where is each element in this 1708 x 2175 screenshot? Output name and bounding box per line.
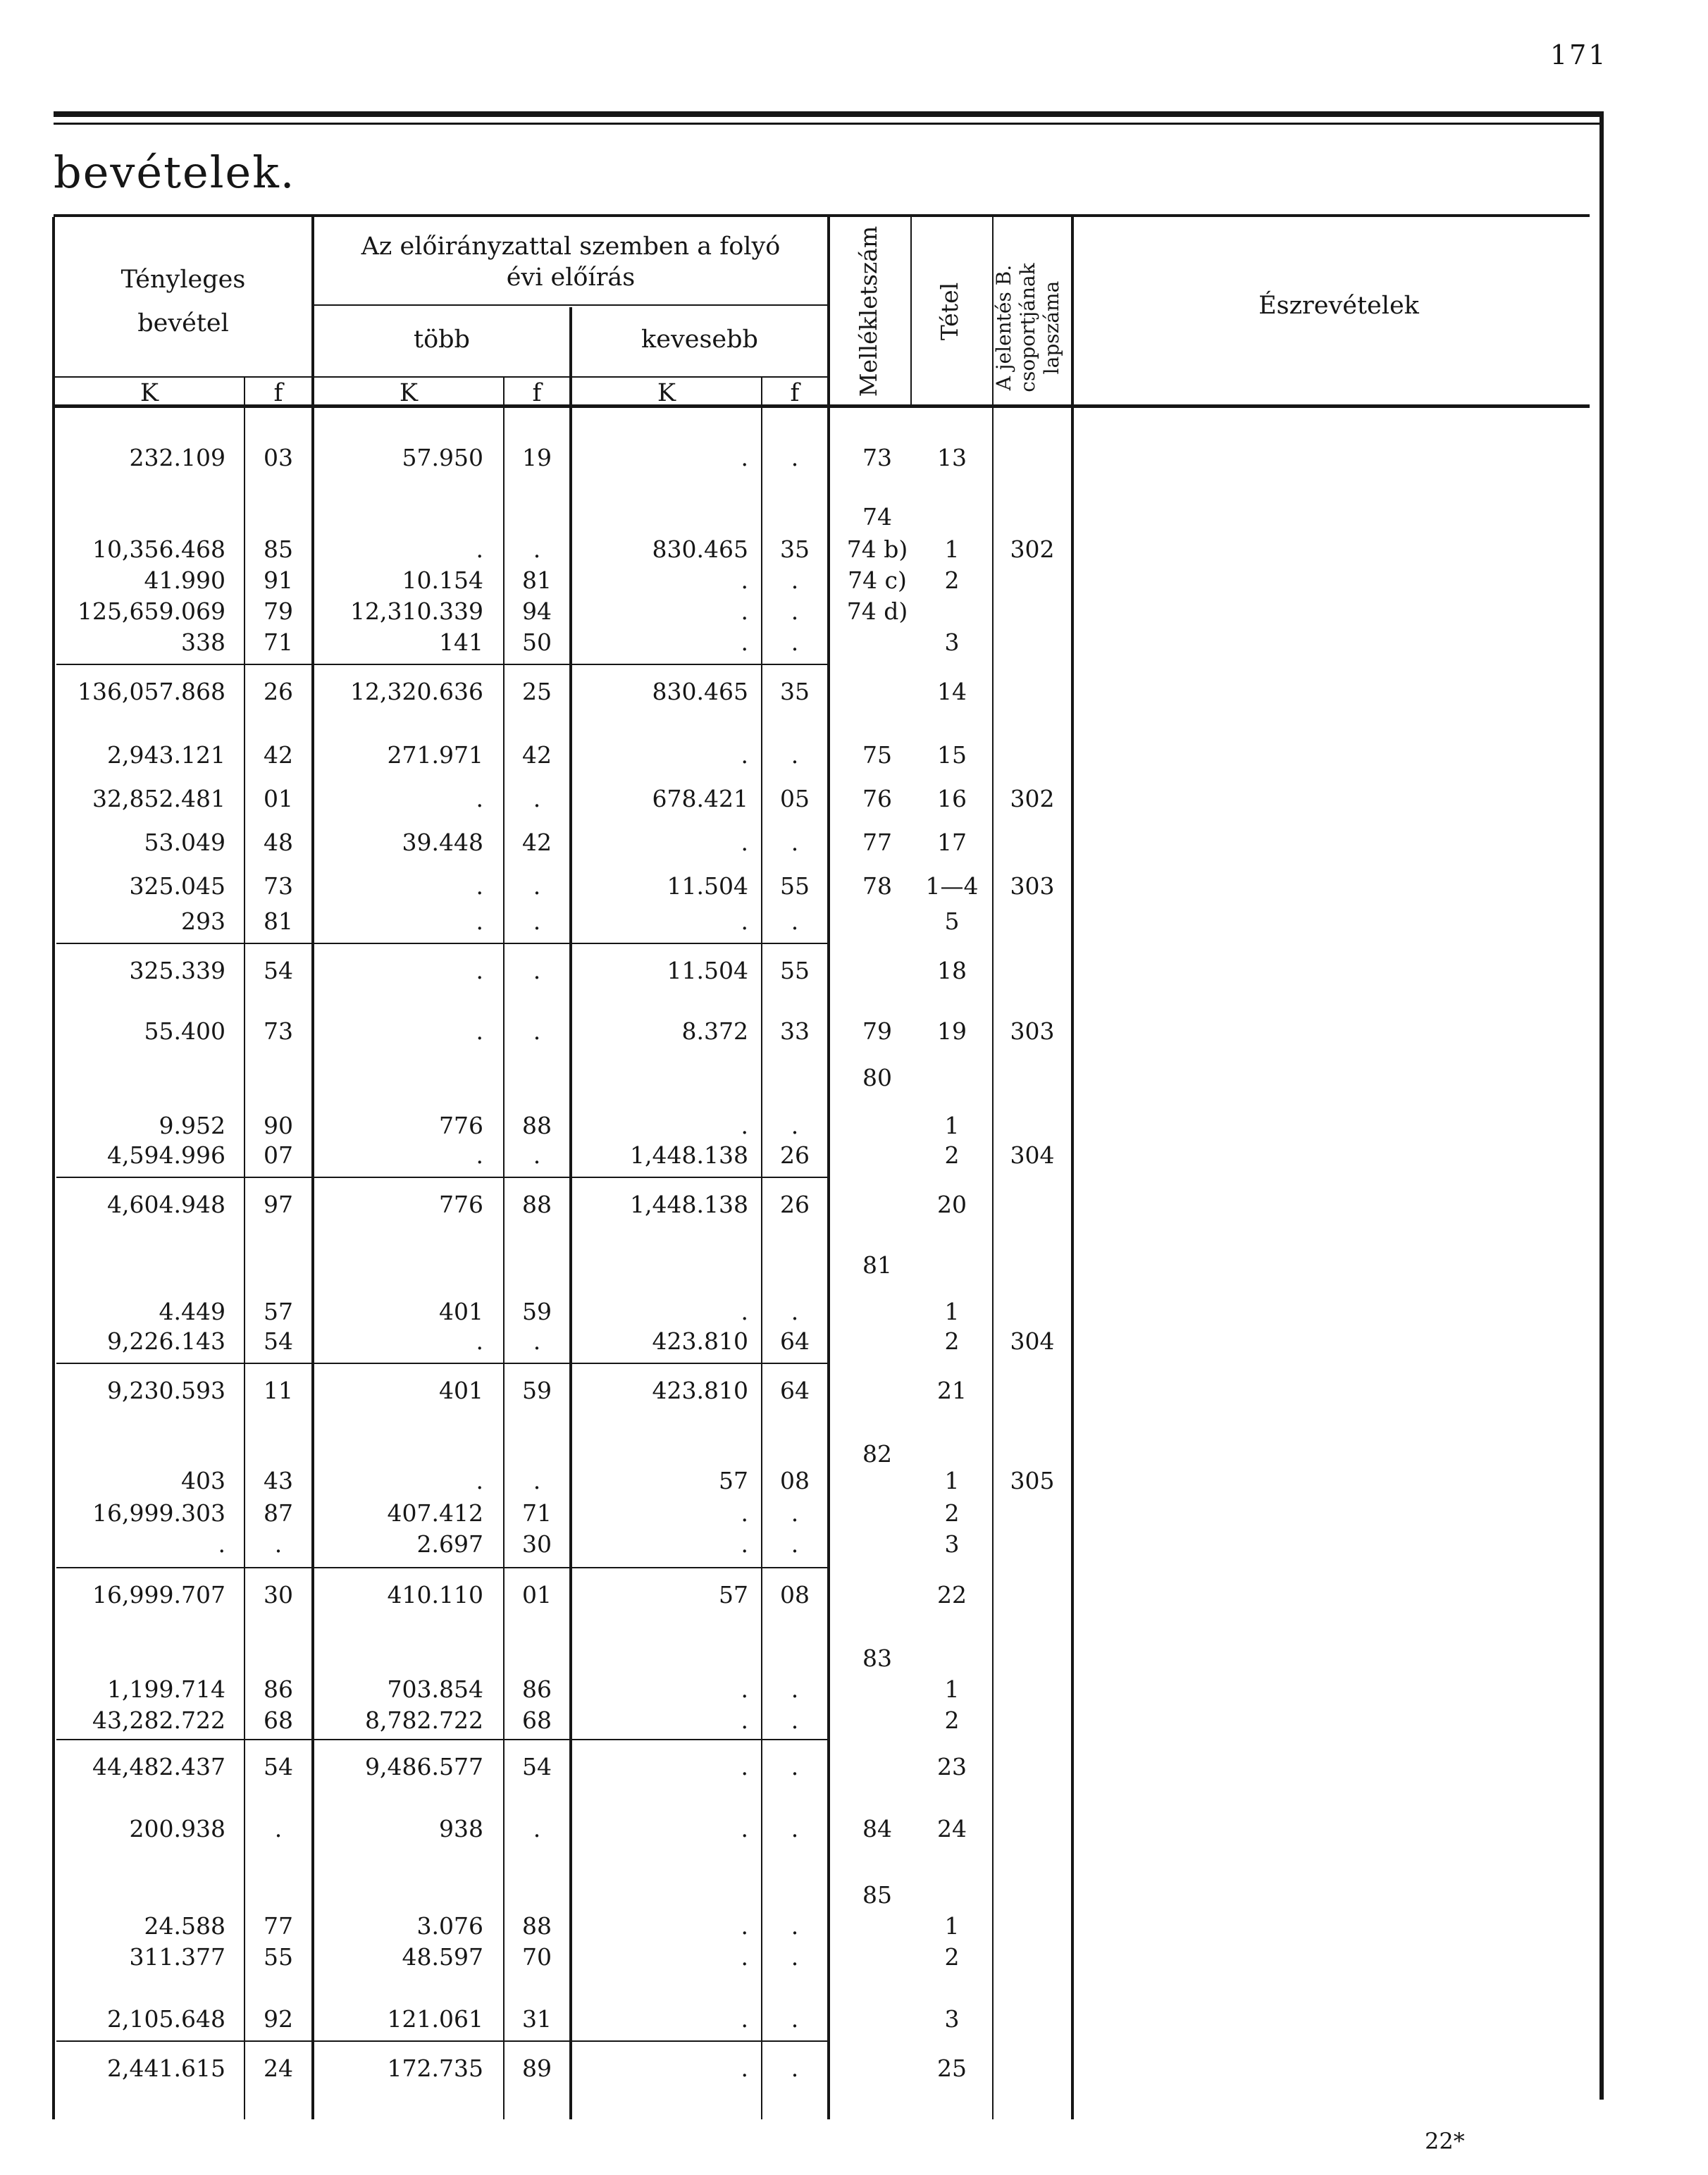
header-more-k: K	[399, 379, 419, 407]
header-actual-k: K	[140, 379, 159, 407]
cell-l-k: 1,448.138	[630, 1191, 748, 1218]
cell-a-k: 293	[181, 907, 225, 935]
cell-a-f: 91	[264, 566, 293, 594]
cell-a-f: 73	[264, 1017, 293, 1045]
header-less: kevesebb	[641, 326, 758, 354]
header-more-f: f	[532, 379, 542, 407]
header-less-f: f	[790, 379, 800, 407]
cell-lap: 304	[1010, 1141, 1055, 1169]
cell-l-f: 26	[780, 1141, 810, 1169]
cell-m-k: 401	[439, 1377, 483, 1404]
cell-lap: 303	[1010, 872, 1055, 900]
cell-mel: 75	[862, 741, 892, 769]
cell-a-f: 07	[264, 1141, 293, 1169]
cell-lap: 305	[1010, 1467, 1055, 1494]
cell-l-k: .	[741, 1815, 748, 1842]
cell-mel: 80	[862, 1064, 892, 1091]
cell-l-k: 830.465	[652, 678, 748, 705]
cell-a-k: 9,230.593	[107, 1377, 225, 1404]
cell-m-f: .	[533, 1327, 541, 1355]
col-line-7	[910, 217, 912, 407]
cell-m-k: .	[476, 957, 483, 984]
cell-tet: 2	[944, 1141, 960, 1169]
cell-a-k: .	[218, 1530, 225, 1558]
cell-mel: 82	[862, 1440, 892, 1468]
cell-l-k: .	[741, 628, 748, 656]
cell-m-k: 2.697	[416, 1530, 483, 1558]
header-top-line	[54, 214, 1590, 217]
cell-l-f: .	[791, 628, 799, 656]
cell-tet: 2	[944, 1706, 960, 1734]
cell-a-k: 232.109	[129, 444, 225, 471]
cell-a-k: 24.588	[144, 1912, 225, 1940]
header-less-k: K	[657, 379, 676, 407]
cell-tet: 2	[944, 1499, 960, 1527]
cell-l-k: 678.421	[652, 785, 748, 812]
cell-a-f: 86	[264, 1675, 293, 1703]
subtotal-rule	[56, 943, 827, 944]
cell-l-f: 35	[780, 535, 810, 563]
cell-l-f: .	[791, 2005, 799, 2033]
cell-m-f: 59	[522, 1298, 552, 1325]
right-border	[1599, 113, 1604, 2100]
cell-m-k: 410.110	[387, 1581, 483, 1609]
cell-m-f: 25	[522, 678, 552, 705]
subtotal-rule	[56, 2040, 827, 2042]
cell-m-k: 57.950	[402, 444, 483, 471]
cell-l-k: .	[741, 444, 748, 471]
cell-a-k: 43,282.722	[92, 1706, 225, 1734]
cell-l-f: .	[791, 597, 799, 625]
header-remarks: Észrevételek	[1258, 292, 1419, 320]
cell-a-k: 4.449	[159, 1298, 225, 1325]
cell-l-f: .	[791, 1298, 799, 1325]
cell-a-k: 16,999.303	[92, 1499, 225, 1527]
cell-m-k: 938	[439, 1815, 483, 1842]
cell-tet: 2	[944, 1327, 960, 1355]
cell-tet: 14	[937, 678, 967, 705]
cell-m-f: 01	[522, 1581, 552, 1609]
cell-a-f: 24	[264, 2055, 293, 2082]
cell-tet: 17	[937, 829, 967, 856]
cell-a-k: 325.339	[129, 957, 225, 984]
cell-l-k: .	[741, 741, 748, 769]
subtotal-rule	[56, 664, 827, 665]
col-line-6	[827, 217, 830, 2119]
cell-a-k: 125,659.069	[78, 597, 225, 625]
cell-a-f: 01	[264, 785, 293, 812]
cell-mel: 74 c)	[848, 566, 907, 594]
top-rule	[54, 111, 1604, 117]
cell-tet: 18	[937, 957, 967, 984]
cell-a-f: 48	[264, 829, 293, 856]
cell-l-f: 35	[780, 678, 810, 705]
cell-a-k: 41.990	[144, 566, 225, 594]
cell-a-f: 30	[264, 1581, 293, 1609]
cell-a-k: 44,482.437	[92, 1753, 225, 1780]
cell-m-k: 9,486.577	[365, 1753, 483, 1780]
cell-l-k: 830.465	[652, 535, 748, 563]
cell-l-k: .	[741, 566, 748, 594]
cell-tet: 1	[944, 1912, 960, 1940]
cell-tet: 1—4	[925, 872, 979, 900]
cell-mel: 83	[862, 1644, 892, 1672]
cell-a-k: 9.952	[159, 1112, 225, 1139]
cell-m-k: .	[476, 907, 483, 935]
cell-l-f: 26	[780, 1191, 810, 1218]
cell-a-f: 26	[264, 678, 293, 705]
cell-m-k: 401	[439, 1298, 483, 1325]
cell-a-f: 71	[264, 628, 293, 656]
cell-a-k: 2,105.648	[107, 2005, 225, 2033]
cell-tet: 25	[937, 2055, 967, 2082]
cell-m-f: 94	[522, 597, 552, 625]
cell-m-k: .	[476, 785, 483, 812]
cell-m-k: 776	[439, 1191, 483, 1218]
cell-tet: 16	[937, 785, 967, 812]
cell-m-f: 50	[522, 628, 552, 656]
cell-l-k: 11.504	[667, 957, 748, 984]
cell-a-k: 53.049	[144, 829, 225, 856]
cell-m-f: 59	[522, 1377, 552, 1404]
cell-l-k: .	[741, 829, 748, 856]
cell-m-k: .	[476, 1017, 483, 1045]
cell-a-f: 81	[264, 907, 293, 935]
cell-m-f: 30	[522, 1530, 552, 1558]
cell-m-k: 141	[439, 628, 483, 656]
cell-a-k: 1,199.714	[107, 1675, 225, 1703]
cell-m-k: .	[476, 535, 483, 563]
header-item: Tétel	[936, 282, 963, 341]
cell-m-k: 48.597	[402, 1943, 483, 1971]
cell-l-f: 55	[780, 957, 810, 984]
cell-l-f: .	[791, 1112, 799, 1139]
cell-m-f: 31	[522, 2005, 552, 2033]
cell-mel: 85	[862, 1881, 892, 1909]
cell-a-k: 10,356.468	[92, 535, 225, 563]
cell-l-f: .	[791, 829, 799, 856]
cell-lap: 302	[1010, 785, 1055, 812]
cell-lap: 303	[1010, 1017, 1055, 1045]
cell-lap: 302	[1010, 535, 1055, 563]
cell-m-f: 42	[522, 741, 552, 769]
cell-l-f: .	[791, 1706, 799, 1734]
cell-l-k: .	[741, 1112, 748, 1139]
cell-a-k: 2,441.615	[107, 2055, 225, 2082]
cell-l-k: .	[741, 1753, 748, 1780]
cell-l-k: .	[741, 2005, 748, 2033]
cell-a-f: 73	[264, 872, 293, 900]
col-line-0	[52, 217, 55, 2119]
cell-m-f: 71	[522, 1499, 552, 1527]
cell-m-f: 81	[522, 566, 552, 594]
cell-m-k: .	[476, 872, 483, 900]
cell-m-f: .	[533, 1017, 541, 1045]
cell-l-f: .	[791, 1675, 799, 1703]
cell-l-k: .	[741, 1912, 748, 1940]
cell-m-f: .	[533, 535, 541, 563]
cell-tet: 15	[937, 741, 967, 769]
cell-l-f: .	[791, 1753, 799, 1780]
cell-m-f: .	[533, 957, 541, 984]
cell-m-f: 54	[522, 1753, 552, 1780]
footer-mark: 22*	[1425, 2128, 1465, 2155]
cell-a-f: 54	[264, 1753, 293, 1780]
cell-m-k: 8,782.722	[365, 1706, 483, 1734]
cell-l-k: .	[741, 1675, 748, 1703]
cell-m-k: 12,310.339	[350, 597, 483, 625]
cell-l-f: 08	[780, 1467, 810, 1494]
header-compared-group: Az előirányzattal szemben a folyó évi előírás	[361, 233, 781, 292]
cell-a-f: 54	[264, 957, 293, 984]
cell-a-f: 77	[264, 1912, 293, 1940]
cell-m-k: 10.154	[402, 566, 483, 594]
cell-m-f: 89	[522, 2055, 552, 2082]
cell-m-f: .	[533, 1467, 541, 1494]
header-actual-f: f	[273, 379, 283, 407]
cell-m-k: 703.854	[387, 1675, 483, 1703]
cell-m-f: .	[533, 1141, 541, 1169]
cell-l-k: .	[741, 1499, 748, 1527]
cell-l-k: .	[741, 1298, 748, 1325]
cell-l-f: 08	[780, 1581, 810, 1609]
cell-l-f: .	[791, 1499, 799, 1527]
cell-l-f: 33	[780, 1017, 810, 1045]
cell-m-f: .	[533, 1815, 541, 1842]
cell-m-f: 19	[522, 444, 552, 471]
cell-l-k: 423.810	[652, 1377, 748, 1404]
cell-a-f: 57	[264, 1298, 293, 1325]
cell-tet: 1	[944, 1467, 960, 1494]
cell-a-k: 4,604.948	[107, 1191, 225, 1218]
cell-mel: 79	[862, 1017, 892, 1045]
cell-a-f: 03	[264, 444, 293, 471]
cell-a-k: 338	[181, 628, 225, 656]
cell-a-f: 11	[264, 1377, 293, 1404]
cell-l-k: .	[741, 597, 748, 625]
cell-a-k: 55.400	[144, 1017, 225, 1045]
cell-tet: 1	[944, 1675, 960, 1703]
cell-m-k: .	[476, 1467, 483, 1494]
cell-tet: 1	[944, 1112, 960, 1139]
cell-l-k: .	[741, 1706, 748, 1734]
cell-a-f: 42	[264, 741, 293, 769]
cell-m-f: 86	[522, 1675, 552, 1703]
cell-lap: 304	[1010, 1327, 1055, 1355]
cell-a-f: 79	[264, 597, 293, 625]
cell-tet: 5	[944, 907, 960, 935]
cell-m-k: 172.735	[387, 2055, 483, 2082]
cell-a-f: 55	[264, 1943, 293, 1971]
cell-a-k: 9,226.143	[107, 1327, 225, 1355]
cell-a-f: 87	[264, 1499, 293, 1527]
cell-l-f: .	[791, 1815, 799, 1842]
cell-mel: 76	[862, 785, 892, 812]
cell-mel: 74 d)	[846, 597, 908, 625]
cell-l-f: .	[791, 1943, 799, 1971]
cell-m-f: 88	[522, 1112, 552, 1139]
cell-a-k: 311.377	[129, 1943, 225, 1971]
cell-l-k: 1,448.138	[630, 1141, 748, 1169]
cell-l-f: 64	[780, 1327, 810, 1355]
cell-tet: 24	[937, 1815, 967, 1842]
cell-mel: 78	[862, 872, 892, 900]
cell-tet: 21	[937, 1377, 967, 1404]
cell-l-f: .	[791, 566, 799, 594]
cell-l-k: .	[741, 1943, 748, 1971]
cell-l-f: .	[791, 444, 799, 471]
cell-a-k: 4,594.996	[107, 1141, 225, 1169]
cell-m-k: 12,320.636	[350, 678, 483, 705]
cell-a-k: 2,943.121	[107, 741, 225, 769]
cell-a-f: .	[274, 1815, 283, 1842]
cell-a-f: 97	[264, 1191, 293, 1218]
cell-tet: 2	[944, 566, 960, 594]
cell-tet: 1	[944, 535, 960, 563]
cell-a-k: 200.938	[129, 1815, 225, 1842]
cell-tet: 20	[937, 1191, 967, 1218]
cell-a-k: 16,999.707	[92, 1581, 225, 1609]
cell-m-k: 271.971	[387, 741, 483, 769]
cell-a-k: 325.045	[129, 872, 225, 900]
cell-l-k: 11.504	[667, 872, 748, 900]
cell-m-k: 776	[439, 1112, 483, 1139]
cell-tet: 19	[937, 1017, 967, 1045]
cell-m-f: 88	[522, 1191, 552, 1218]
cell-l-f: .	[791, 2055, 799, 2082]
subtotal-rule	[56, 1739, 827, 1740]
section-title: bevételek.	[54, 147, 296, 198]
cell-l-f: 05	[780, 785, 810, 812]
cell-l-f: 64	[780, 1377, 810, 1404]
cell-l-f: 55	[780, 872, 810, 900]
cell-m-f: .	[533, 907, 541, 935]
cell-m-k: 407.412	[387, 1499, 483, 1527]
cell-tet: 3	[944, 1530, 960, 1558]
cell-m-k: 121.061	[387, 2005, 483, 2033]
cell-a-f: 43	[264, 1467, 293, 1494]
cell-a-f: 68	[264, 1706, 293, 1734]
cell-m-f: 68	[522, 1706, 552, 1734]
cell-a-k: 136,057.868	[78, 678, 225, 705]
cell-a-f: 54	[264, 1327, 293, 1355]
cell-a-k: 403	[181, 1467, 225, 1494]
header-more: több	[414, 326, 470, 354]
cell-m-f: .	[533, 872, 541, 900]
cell-m-f: 70	[522, 1943, 552, 1971]
cell-m-k: .	[476, 1141, 483, 1169]
subtotal-rule	[56, 1363, 827, 1364]
cell-a-k: 32,852.481	[92, 785, 225, 812]
header-attachment-number: Mellékletszám	[855, 225, 882, 397]
cell-mel: 74 b)	[846, 535, 908, 563]
cell-a-f: 90	[264, 1112, 293, 1139]
cell-tet: 22	[937, 1581, 967, 1609]
cell-tet: 1	[944, 1298, 960, 1325]
subtotal-rule	[56, 1567, 827, 1568]
top-rule-thin	[54, 123, 1604, 125]
cell-l-f: .	[791, 1912, 799, 1940]
cell-mel: 77	[862, 829, 892, 856]
cell-m-k: .	[476, 1327, 483, 1355]
cell-tet: 13	[937, 444, 967, 471]
cell-mel: 74	[862, 503, 892, 531]
cell-l-k: 8.372	[681, 1017, 748, 1045]
cell-m-k: 3.076	[416, 1912, 483, 1940]
cell-a-f: .	[274, 1530, 283, 1558]
cell-m-f: 88	[522, 1912, 552, 1940]
cell-m-k: 39.448	[402, 829, 483, 856]
cell-l-f: .	[791, 907, 799, 935]
header-actual-revenue: Tényleges bevétel	[120, 266, 246, 337]
cell-tet: 3	[944, 2005, 960, 2033]
cell-l-f: .	[791, 741, 799, 769]
cell-m-f: .	[533, 785, 541, 812]
cell-l-k: .	[741, 1530, 748, 1558]
cell-mel: 84	[862, 1815, 892, 1842]
cell-tet: 23	[937, 1753, 967, 1780]
cell-l-k: .	[741, 907, 748, 935]
cell-l-k: 57	[719, 1467, 748, 1494]
header-page-ref: A jelentés B. csoportjának lapszáma	[992, 263, 1063, 392]
page-number: 171	[1550, 39, 1608, 70]
cell-mel: 81	[862, 1251, 892, 1279]
cell-tet: 3	[944, 628, 960, 656]
subtotal-rule	[56, 1177, 827, 1178]
cell-tet: 2	[944, 1943, 960, 1971]
col-line-9	[1071, 217, 1074, 2119]
cell-l-f: .	[791, 1530, 799, 1558]
cell-a-f: 92	[264, 2005, 293, 2033]
cell-mel: 73	[862, 444, 892, 471]
cell-l-k: 57	[719, 1581, 748, 1609]
cell-l-k: .	[741, 2055, 748, 2082]
cell-l-k: 423.810	[652, 1327, 748, 1355]
cell-m-f: 42	[522, 829, 552, 856]
group-sub-line	[314, 304, 829, 306]
cell-a-f: 85	[264, 535, 293, 563]
